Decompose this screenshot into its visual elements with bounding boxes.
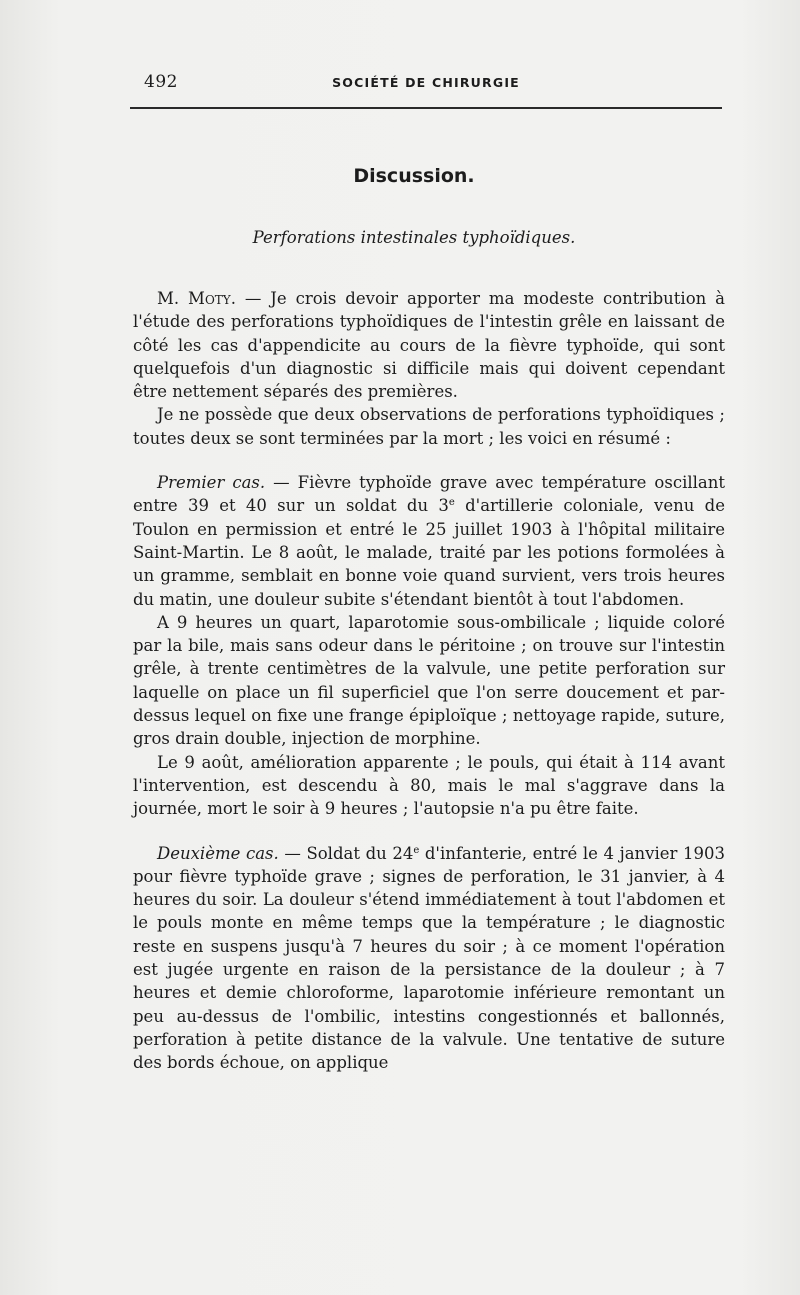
case-2-text-b: d'infanterie, entré le 4 janvier 1903 pour fièvre typhoïde grave ; signes de perforation, le 31 janvier, à 4 heures du soir. La douleur s'étend immédiatement à tout l'abdomen et le pouls monte en même temps que la température ; le diagnostic reste en suspens jusqu'à 7 heures du soir ; à ce moment l'opération est jugée urgente en raison de la persistance de la douleur ; à 7 heures et demie chloroforme, laparotomie inférieure remontant un peu au-dessus de l'ombilic, intestins congestionnés et ballonnés, perforation à petite distance de la valvule. Une tentative de suture des bords échoue, on applique: [133, 843, 725, 1073]
case-1-superscript: e: [448, 497, 455, 509]
paragraph-spacer: [133, 821, 725, 842]
case-1-operation-paragraph: A 9 heures un quart, laparotomie sous-ombilicale ; liquide coloré par la bile, mais sans odeur dans le péritoine ; on trouve sur l'intestin grêle, à trente centimètres de la valvule, une petite perforation sur laquelle on place un fil superficiel que l'on serre doucement et par-dessus lequel on fixe une frange épiploïque ; nettoyage rapide, suture, gros drain double, injection de morphine.: [133, 612, 725, 749]
body-text: [133, 287, 725, 1075]
header-rule: [130, 107, 722, 109]
case-1-text-a: — Fièvre typhoïde grave avec température oscillant entre 39 et 40 sur un soldat du 3: [133, 473, 725, 516]
case-1-paragraph: [133, 471, 725, 611]
paragraph-text: — Je crois devoir apporter ma modeste contribution à l'étude des perforations typhoïdiques de l'intestin grêle en laissant de côté les cas d'appendicite au cours de la fièvre typhoïde, qui sont quelquefois d'un diagnostic si difficile mais qui doivent cependant être nettement séparés des premières.: [133, 289, 726, 402]
page-number: 492: [144, 72, 178, 92]
case-2-text-a: — Soldat du 24: [278, 843, 414, 863]
case-2-superscript: e: [413, 844, 420, 856]
speaker-name: M. Moty.: [157, 289, 236, 308]
page-header: [130, 72, 722, 96]
paragraph-observations: Je ne possède que deux observations de perforations typhoïdiques ; toutes deux se sont terminées par la mort ; les voici en résumé :: [133, 405, 725, 448]
running-head: SOCIÉTÉ DE CHIRURGIE: [332, 75, 520, 90]
section-subtitle: Perforations intestinales typhoïdiques.: [252, 228, 576, 247]
case-2-label: Deuxième cas.: [157, 843, 279, 863]
case-1-text-b: d'artillerie coloniale, venu de Toulon en permission et entré le 25 juillet 1903 à l'hôpital militaire Saint-Martin. Le 8 août, le malade, traité par les potions formolées à un gramme, semblait en bonne voie quand survient, vers trois heures du matin, une douleur subite s'étendant bientôt à tout l'abdomen.: [133, 496, 725, 609]
paragraph-spacer: [133, 450, 725, 471]
case-1-label: Premier cas.: [157, 473, 266, 493]
case-1-outcome-paragraph: Le 9 août, amélioration apparente ; le pouls, qui était à 114 avant l'intervention, est descendu à 80, mais le mal s'aggrave dans la journée, mort le soir à 9 heures ; l'autopsie n'a pu être faite.: [133, 752, 725, 819]
case-2-paragraph: [133, 842, 725, 1075]
section-title: Discussion.: [353, 165, 475, 187]
paragraph-moty-intro: [133, 287, 725, 403]
